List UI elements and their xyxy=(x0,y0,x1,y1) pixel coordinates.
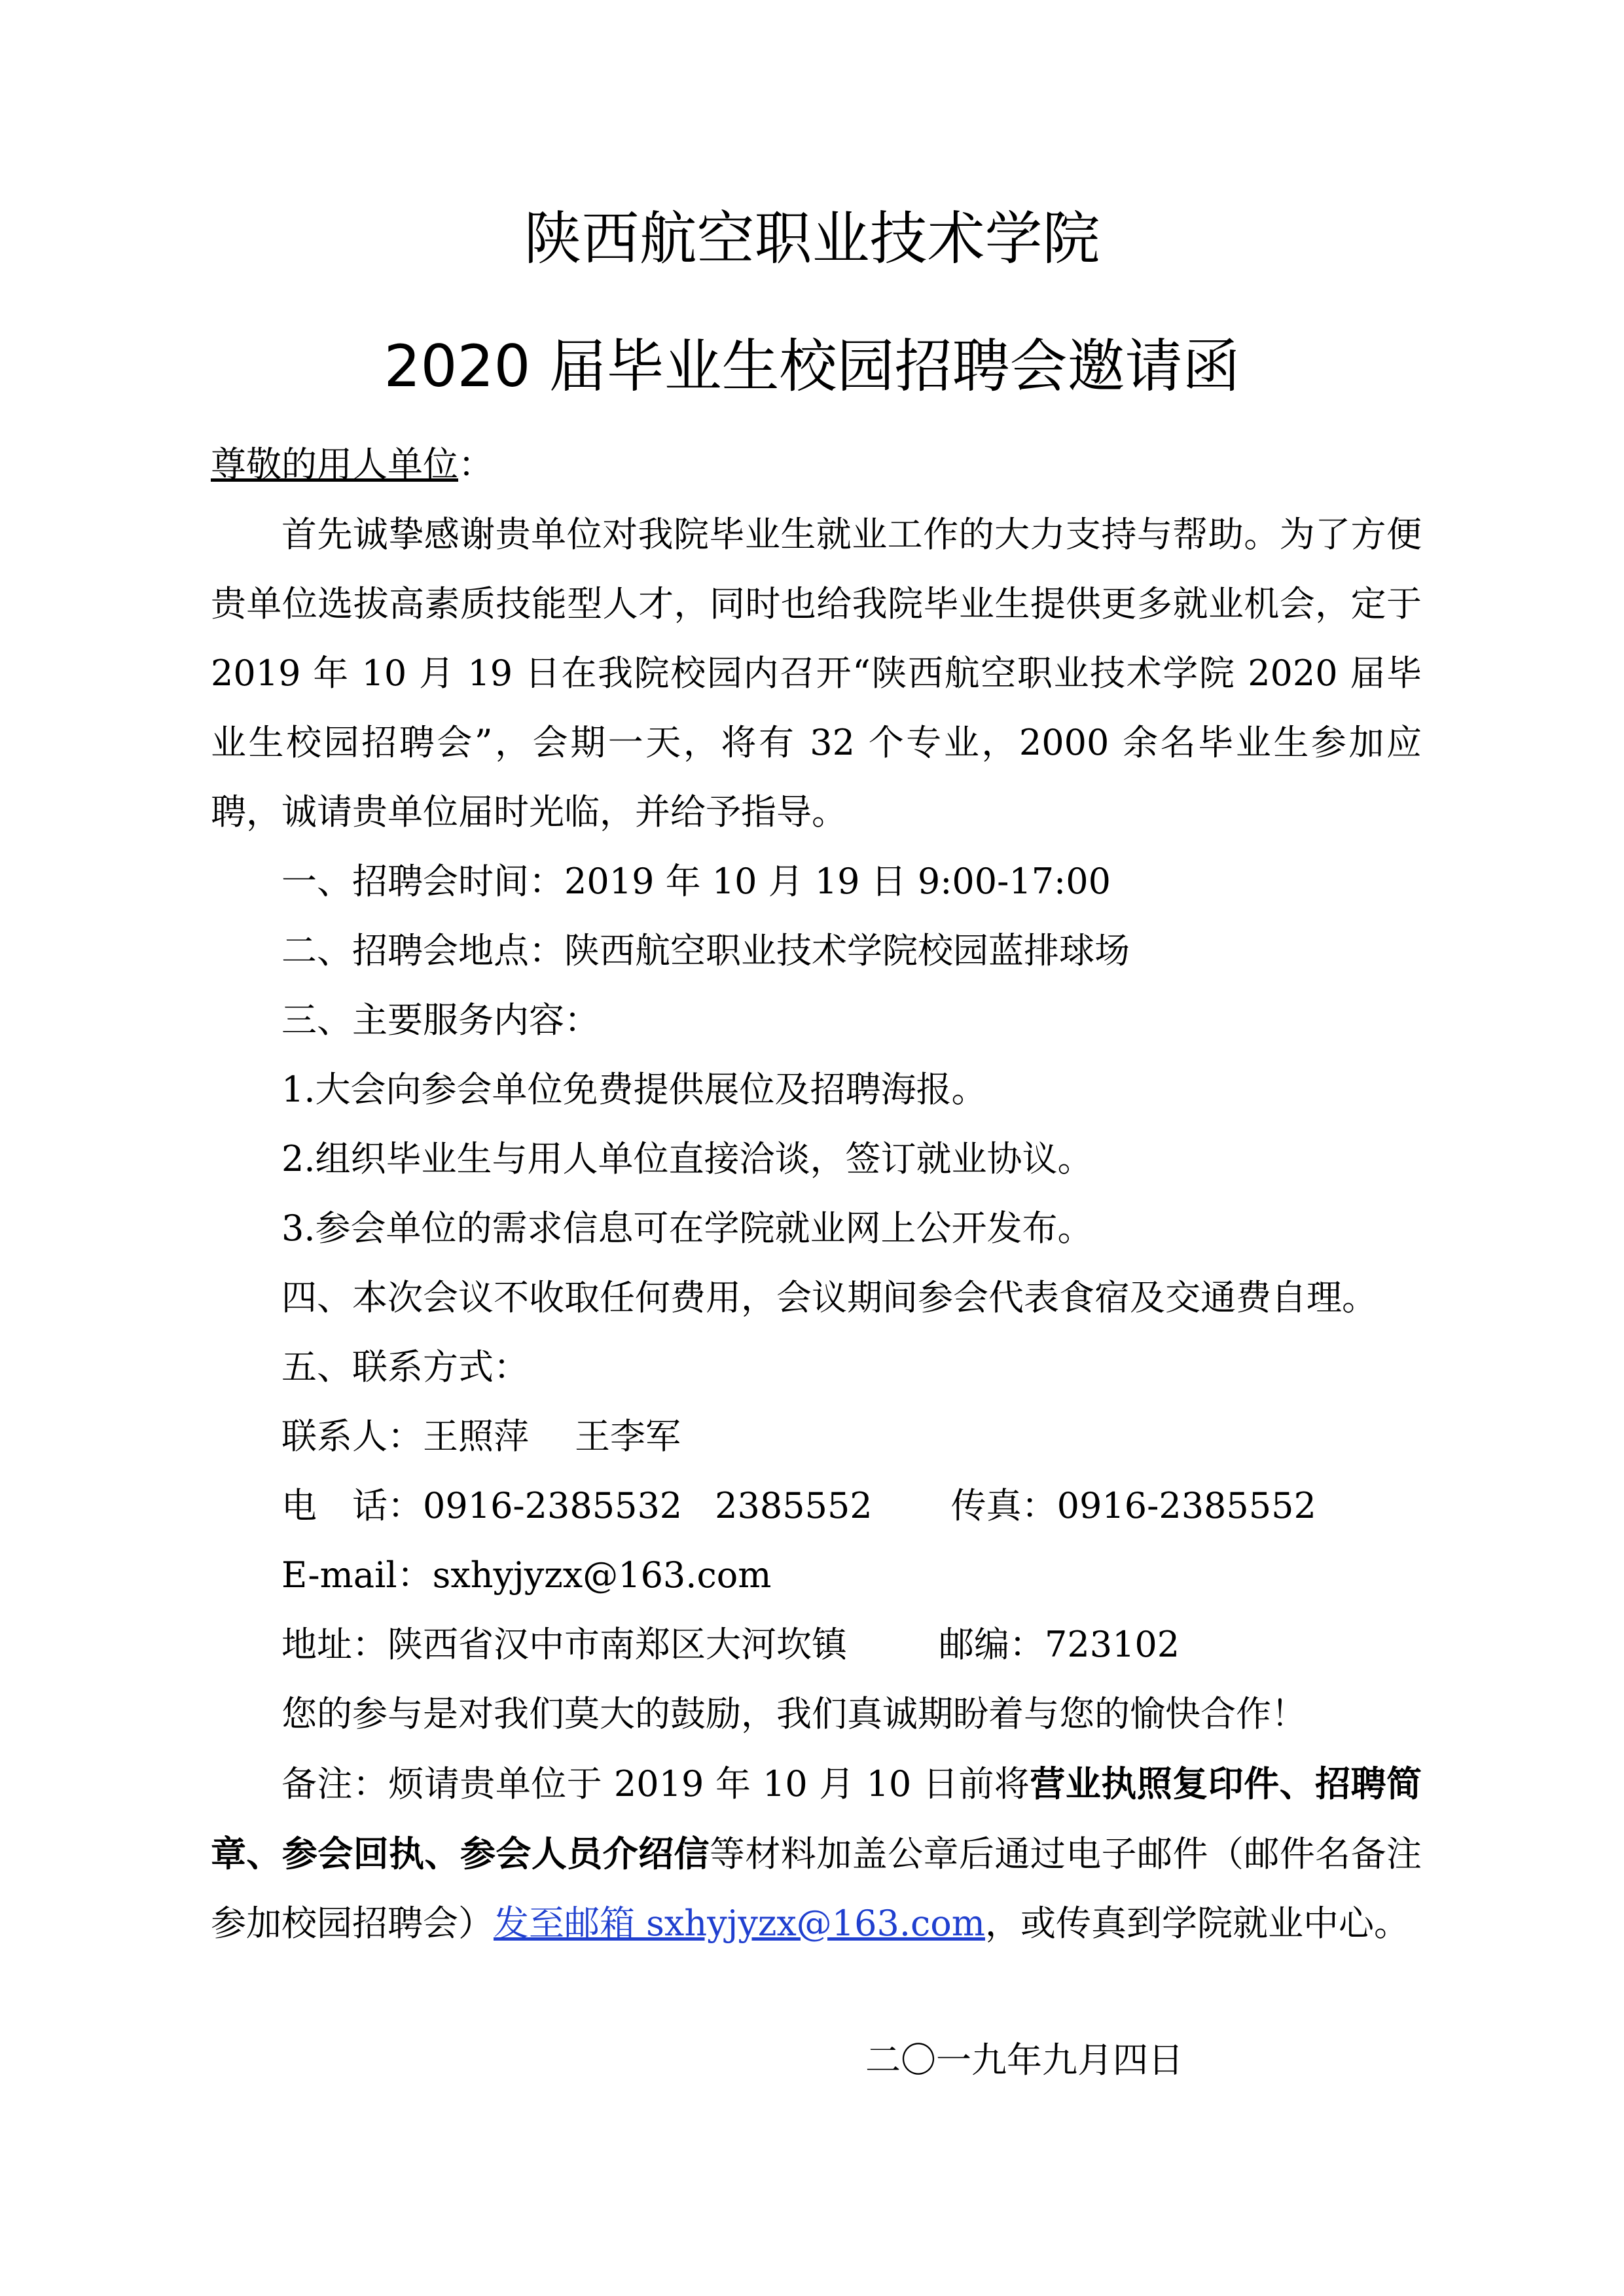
address-text: 陕西省汉中市南郑区大河坎镇 xyxy=(388,1624,847,1665)
note-email-link[interactable]: 发至邮箱 sxhyjyzx@163.com xyxy=(494,1903,985,1944)
phone-1: 0916-2385532 xyxy=(423,1485,683,1526)
email-address: sxhyjyzx@163.com xyxy=(432,1554,772,1596)
item-service-1: 1.大会向参会单位免费提供展位及招聘海报。 xyxy=(281,1069,987,1110)
address-label: 地址： xyxy=(281,1624,388,1665)
contact-phone-line xyxy=(281,1471,1316,1541)
contact-email-line xyxy=(281,1541,771,1610)
note-middle: 等材料加盖公章后通过电子邮件（邮件名备注参加校园招聘会） xyxy=(211,1833,1422,1944)
item-service-3: 3.参会单位的需求信息可在学院就业网上公开发布。 xyxy=(281,1208,1093,1249)
email-label: E-mail： xyxy=(281,1554,433,1596)
document-title-line1: 陕西航空职业技术学院 xyxy=(524,205,1100,272)
contact-person-label: 联系人： xyxy=(281,1416,423,1457)
note-prefix: 备注：烦请贵单位于 2019 年 10 月 10 日前将 xyxy=(281,1763,1030,1804)
fax-number: 0916-2385552 xyxy=(1056,1485,1316,1526)
phone-label: 电 话： xyxy=(281,1485,423,1526)
item-time: 一、招聘会时间：2019 年 10 月 19 日 9:00-17:00 xyxy=(281,861,1111,902)
thanks-line: 您的参与是对我们莫大的鼓励，我们真诚期盼着与您的愉快合作！ xyxy=(281,1693,1307,1734)
item-service-heading: 三、主要服务内容： xyxy=(281,999,600,1041)
postcode: 723102 xyxy=(1045,1624,1180,1665)
salutation xyxy=(211,432,1422,497)
contact-person-line xyxy=(281,1402,681,1471)
contact-address-line xyxy=(281,1610,1180,1679)
document-date: 二〇一九年九月四日 xyxy=(865,2039,1183,2081)
salutation-text: 尊敬的用人单位 xyxy=(211,444,458,485)
fax-label: 传真： xyxy=(950,1485,1057,1526)
phone-2: 2385552 xyxy=(715,1485,873,1526)
intro-paragraph: 首先诚挚感谢贵单位对我院毕业生就业工作的大力支持与帮助。为了方便贵单位选拔高素质技能型人才，同时也给我院毕业生提供更多就业机会，定于 2019 年 10 月 19 日在我院校园内召开“陕西航空职业技术学院 2020 届毕业生校园招聘会”，会期一天，将有 32 个专业，2000 余名毕业生参加应聘，诚请贵单位届时光临，并给予指导。 xyxy=(211,514,1422,833)
note-suffix: ，或传真到学院就业中心。 xyxy=(984,1903,1409,1944)
item-place: 二、招聘会地点：陕西航空职业技术学院校园蓝排球场 xyxy=(281,930,1130,971)
postcode-label: 邮编： xyxy=(939,1624,1045,1665)
note-paragraph xyxy=(211,1749,1422,1958)
document-title-line2: 2020 届毕业生校园招聘会邀请函 xyxy=(384,332,1240,400)
note-required-materials: 营业执照复印件、招聘简章、参会回执、参会人员介绍信 xyxy=(211,1763,1422,1874)
salutation-colon: ： xyxy=(458,444,494,485)
item-service-2: 2.组织毕业生与用人单位直接洽谈，签订就业协议。 xyxy=(281,1138,1093,1179)
item-fee: 四、本次会议不收取任何费用，会议期间参会代表食宿及交通费自理。 xyxy=(281,1277,1377,1318)
item-contact-heading: 五、联系方式： xyxy=(281,1346,529,1388)
contact-person-2: 王李军 xyxy=(575,1416,681,1457)
contact-person-1: 王照萍 xyxy=(423,1416,529,1457)
